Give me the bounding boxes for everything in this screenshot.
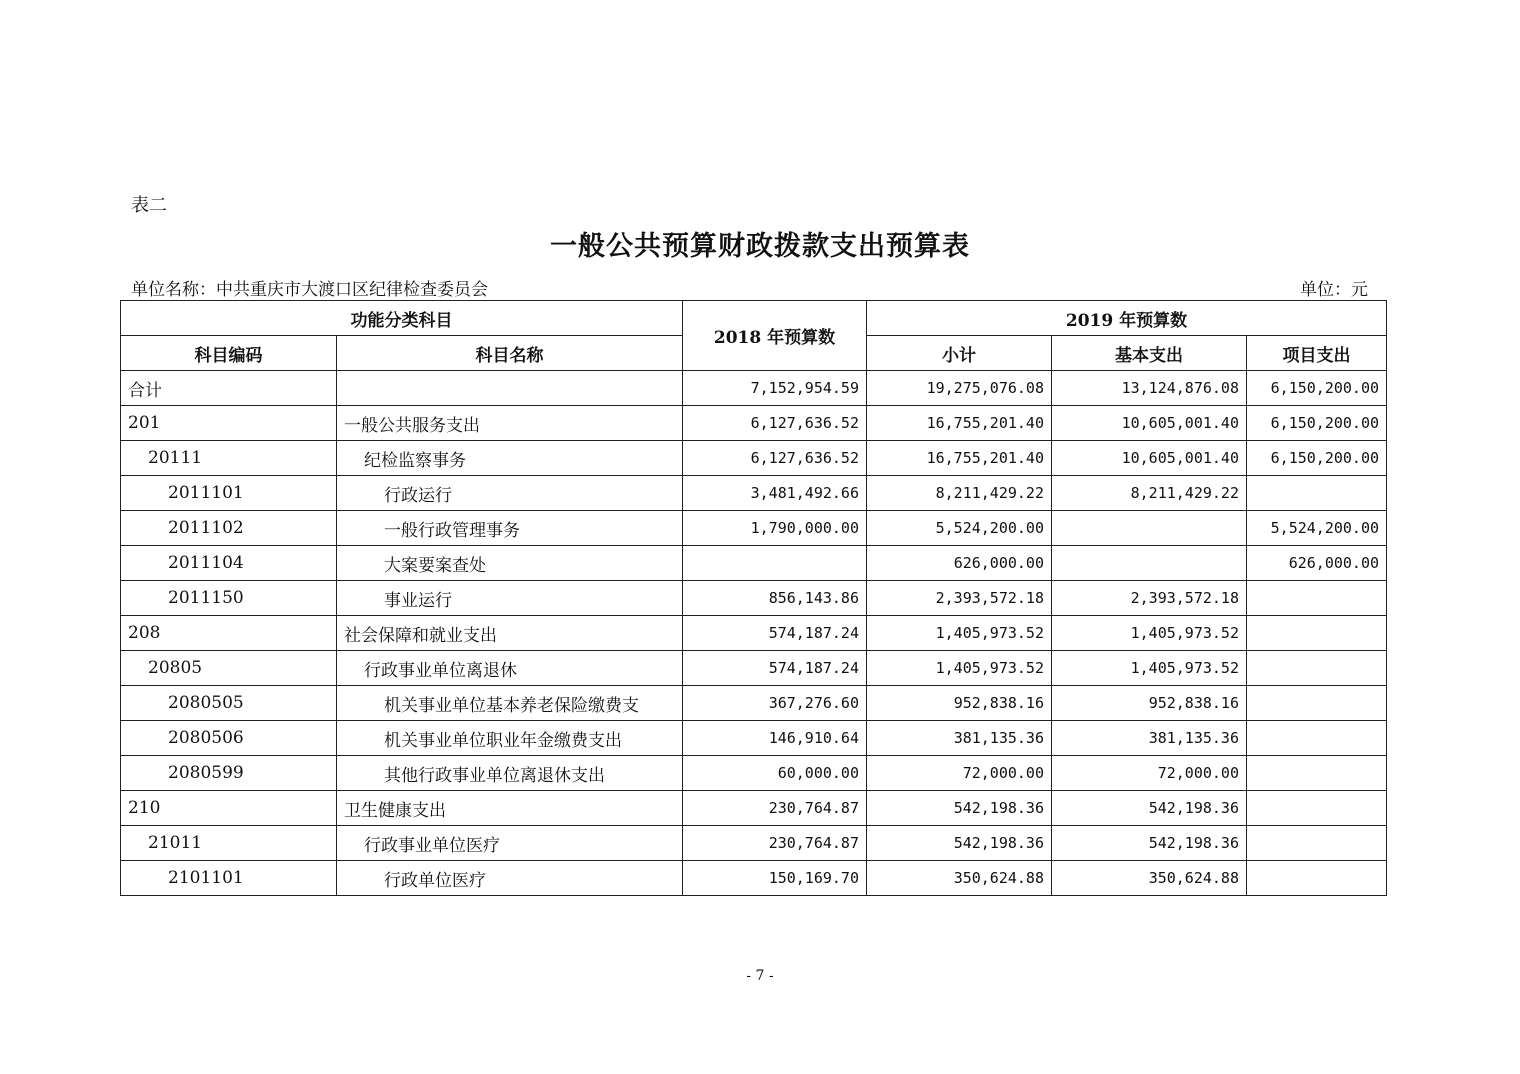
table-row xyxy=(121,616,1387,651)
cell-basic: 350,624.88 xyxy=(1052,861,1247,896)
cell-subtotal: 952,838.16 xyxy=(867,686,1052,721)
cell-project xyxy=(1247,791,1387,826)
cell-project: 626,000.00 xyxy=(1247,546,1387,581)
cell-basic: 1,405,973.52 xyxy=(1052,616,1247,651)
header-2018-budget: 2018 年预算数 xyxy=(683,301,867,371)
table-row xyxy=(121,791,1387,826)
cell-basic: 10,605,001.40 xyxy=(1052,406,1247,441)
table-row xyxy=(121,441,1387,476)
header-2019-budget: 2019 年预算数 xyxy=(867,301,1387,336)
page-number: - 7 - xyxy=(746,968,774,984)
table-row xyxy=(121,756,1387,791)
cell-code: 2011102 xyxy=(121,511,337,546)
cell-project: 6,150,200.00 xyxy=(1247,441,1387,476)
cell-code: 2011150 xyxy=(121,581,337,616)
cell-2018-budget: 6,127,636.52 xyxy=(683,441,867,476)
cell-2018-budget: 367,276.60 xyxy=(683,686,867,721)
table-row xyxy=(121,511,1387,546)
cell-code: 2011101 xyxy=(121,476,337,511)
table-row xyxy=(121,651,1387,686)
table-label: 表二 xyxy=(131,195,167,216)
cell-project: 6,150,200.00 xyxy=(1247,371,1387,406)
cell-code: 合计 xyxy=(121,371,337,406)
cell-subtotal: 2,393,572.18 xyxy=(867,581,1052,616)
cell-2018-budget: 574,187.24 xyxy=(683,651,867,686)
cell-subtotal: 19,275,076.08 xyxy=(867,371,1052,406)
cell-name xyxy=(337,371,683,406)
cell-code: 201 xyxy=(121,406,337,441)
cell-project xyxy=(1247,686,1387,721)
cell-subtotal: 5,524,200.00 xyxy=(867,511,1052,546)
table-row xyxy=(121,721,1387,756)
cell-subtotal: 542,198.36 xyxy=(867,826,1052,861)
cell-subtotal: 8,211,429.22 xyxy=(867,476,1052,511)
cell-name: 事业运行 xyxy=(337,581,683,616)
table-row xyxy=(121,826,1387,861)
cell-basic: 542,198.36 xyxy=(1052,826,1247,861)
cell-subtotal: 542,198.36 xyxy=(867,791,1052,826)
cell-basic: 542,198.36 xyxy=(1052,791,1247,826)
cell-2018-budget: 6,127,636.52 xyxy=(683,406,867,441)
cell-2018-budget: 230,764.87 xyxy=(683,826,867,861)
cell-basic: 2,393,572.18 xyxy=(1052,581,1247,616)
cell-basic: 1,405,973.52 xyxy=(1052,651,1247,686)
cell-subtotal: 72,000.00 xyxy=(867,756,1052,791)
cell-project: 5,524,200.00 xyxy=(1247,511,1387,546)
cell-name: 大案要案查处 xyxy=(337,546,683,581)
cell-2018-budget: 230,764.87 xyxy=(683,791,867,826)
cell-2018-budget: 146,910.64 xyxy=(683,721,867,756)
cell-name: 卫生健康支出 xyxy=(337,791,683,826)
header-function-category: 功能分类科目 xyxy=(121,301,683,336)
cell-project xyxy=(1247,651,1387,686)
header-subtotal: 小计 xyxy=(867,336,1052,371)
cell-code: 20805 xyxy=(121,651,337,686)
table-row xyxy=(121,476,1387,511)
header-row-1 xyxy=(121,301,1387,336)
cell-project xyxy=(1247,721,1387,756)
cell-2018-budget: 150,169.70 xyxy=(683,861,867,896)
cell-project xyxy=(1247,616,1387,651)
cell-project: 6,150,200.00 xyxy=(1247,406,1387,441)
cell-basic xyxy=(1052,546,1247,581)
cell-name: 社会保障和就业支出 xyxy=(337,616,683,651)
cell-code: 2080506 xyxy=(121,721,337,756)
cell-name: 行政事业单位离退休 xyxy=(337,651,683,686)
cell-2018-budget: 856,143.86 xyxy=(683,581,867,616)
table-row xyxy=(121,686,1387,721)
cell-subtotal: 381,135.36 xyxy=(867,721,1052,756)
document-title: 一般公共预算财政拨款支出预算表 xyxy=(550,231,970,262)
cell-2018-budget: 1,790,000.00 xyxy=(683,511,867,546)
cell-code: 2080505 xyxy=(121,686,337,721)
table-row xyxy=(121,581,1387,616)
table-row xyxy=(121,371,1387,406)
cell-basic: 8,211,429.22 xyxy=(1052,476,1247,511)
cell-subtotal: 16,755,201.40 xyxy=(867,406,1052,441)
header-code: 科目编码 xyxy=(121,336,337,371)
cell-name: 纪检监察事务 xyxy=(337,441,683,476)
cell-project xyxy=(1247,476,1387,511)
cell-name: 一般行政管理事务 xyxy=(337,511,683,546)
cell-code: 2101101 xyxy=(121,861,337,896)
unit-measure: 单位：元 xyxy=(1300,280,1368,300)
table-row xyxy=(121,861,1387,896)
cell-2018-budget: 574,187.24 xyxy=(683,616,867,651)
cell-project xyxy=(1247,861,1387,896)
header-name: 科目名称 xyxy=(337,336,683,371)
cell-name: 一般公共服务支出 xyxy=(337,406,683,441)
cell-project xyxy=(1247,826,1387,861)
cell-basic: 381,135.36 xyxy=(1052,721,1247,756)
cell-basic: 952,838.16 xyxy=(1052,686,1247,721)
cell-2018-budget: 3,481,492.66 xyxy=(683,476,867,511)
cell-2018-budget xyxy=(683,546,867,581)
cell-code: 20111 xyxy=(121,441,337,476)
cell-subtotal: 626,000.00 xyxy=(867,546,1052,581)
cell-name: 行政运行 xyxy=(337,476,683,511)
cell-name: 行政事业单位医疗 xyxy=(337,826,683,861)
cell-code: 2080599 xyxy=(121,756,337,791)
cell-code: 208 xyxy=(121,616,337,651)
cell-basic xyxy=(1052,511,1247,546)
cell-subtotal: 16,755,201.40 xyxy=(867,441,1052,476)
cell-subtotal: 350,624.88 xyxy=(867,861,1052,896)
cell-basic: 72,000.00 xyxy=(1052,756,1247,791)
cell-name: 机关事业单位职业年金缴费支出 xyxy=(337,721,683,756)
table-body xyxy=(121,371,1387,896)
cell-code: 2011104 xyxy=(121,546,337,581)
cell-2018-budget: 7,152,954.59 xyxy=(683,371,867,406)
cell-code: 21011 xyxy=(121,826,337,861)
cell-name: 其他行政事业单位离退休支出 xyxy=(337,756,683,791)
unit-name: 单位名称：中共重庆市大渡口区纪律检查委员会 xyxy=(131,280,488,300)
header-basic: 基本支出 xyxy=(1052,336,1247,371)
cell-project xyxy=(1247,581,1387,616)
cell-basic: 13,124,876.08 xyxy=(1052,371,1247,406)
cell-name: 机关事业单位基本养老保险缴费支 xyxy=(337,686,683,721)
budget-table xyxy=(120,300,1387,896)
cell-project xyxy=(1247,756,1387,791)
cell-basic: 10,605,001.40 xyxy=(1052,441,1247,476)
cell-2018-budget: 60,000.00 xyxy=(683,756,867,791)
header-project: 项目支出 xyxy=(1247,336,1387,371)
cell-subtotal: 1,405,973.52 xyxy=(867,616,1052,651)
cell-subtotal: 1,405,973.52 xyxy=(867,651,1052,686)
cell-code: 210 xyxy=(121,791,337,826)
table-row xyxy=(121,406,1387,441)
table-row xyxy=(121,546,1387,581)
cell-name: 行政单位医疗 xyxy=(337,861,683,896)
